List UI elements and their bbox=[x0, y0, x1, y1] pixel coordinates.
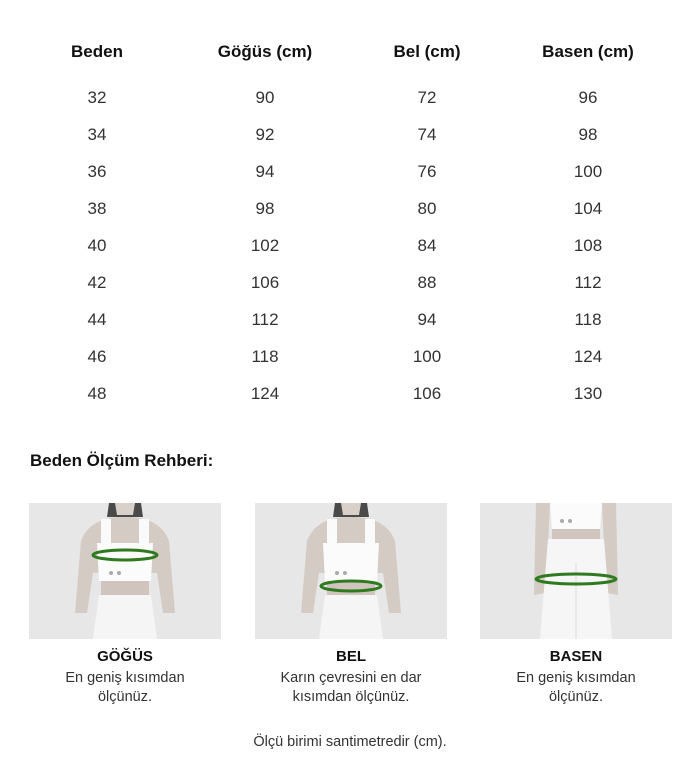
table-cell-size: 44 bbox=[87, 310, 107, 329]
table-cell-size: 46 bbox=[87, 347, 107, 366]
table-cell-waist: 76 bbox=[417, 162, 437, 181]
table-cell-chest: 98 bbox=[255, 199, 275, 218]
table-cell-waist: 106 bbox=[412, 384, 442, 403]
table-cell-chest: 106 bbox=[250, 273, 280, 292]
table-cell-chest: 90 bbox=[255, 88, 275, 107]
table-cell-size: 42 bbox=[87, 273, 107, 292]
table-cell-size: 38 bbox=[87, 199, 107, 218]
table-cell-waist: 74 bbox=[417, 125, 437, 144]
chest-guide-desc-line1: En geniş kısımdan bbox=[65, 670, 185, 686]
waist-guide-desc-line1: Karın çevresini en dar bbox=[280, 670, 422, 686]
table-cell-chest: 112 bbox=[251, 310, 279, 329]
table-cell-chest: 92 bbox=[255, 125, 275, 144]
table-cell-hips: 118 bbox=[574, 310, 602, 329]
chest-guide-desc-line2: ölçünüz. bbox=[97, 689, 152, 705]
table-cell-waist: 88 bbox=[417, 273, 437, 292]
table-cell-hips: 108 bbox=[573, 236, 603, 255]
table-cell-hips: 124 bbox=[573, 347, 603, 366]
table-cell-hips: 98 bbox=[578, 125, 598, 144]
waist-guide-desc-line2: kısımdan ölçünüz. bbox=[292, 689, 410, 705]
table-cell-chest: 102 bbox=[250, 236, 280, 255]
waist-guide-description bbox=[255, 669, 447, 707]
hips-guide-label: BASEN bbox=[549, 648, 603, 665]
table-cell-chest: 124 bbox=[250, 384, 280, 403]
table-cell-waist: 80 bbox=[417, 199, 437, 218]
hips-guide-desc-line1: En geniş kısımdan bbox=[516, 670, 636, 686]
table-cell-waist: 100 bbox=[412, 347, 442, 366]
table-cell-chest: 118 bbox=[251, 347, 279, 366]
hips-measure-photo bbox=[480, 503, 672, 639]
table-cell-hips: 100 bbox=[573, 162, 603, 181]
table-cell-size: 40 bbox=[87, 236, 107, 255]
table-cell-size: 34 bbox=[87, 125, 107, 144]
column-header-chest: Göğüs (cm) bbox=[217, 42, 313, 61]
column-header-waist: Bel (cm) bbox=[393, 42, 461, 61]
hips-guide-desc-line2: ölçünüz. bbox=[548, 689, 603, 705]
waist-guide-label: BEL bbox=[336, 648, 366, 665]
table-cell-size: 36 bbox=[87, 162, 107, 181]
table-cell-chest: 94 bbox=[255, 162, 275, 181]
chest-guide-label: GÖĞÜS bbox=[97, 648, 153, 665]
table-cell-hips: 130 bbox=[573, 384, 603, 403]
waist-measure-photo bbox=[255, 503, 447, 639]
table-cell-waist: 84 bbox=[417, 236, 437, 255]
table-cell-size: 32 bbox=[87, 88, 107, 107]
column-header-hips: Basen (cm) bbox=[542, 42, 634, 61]
hips-guide-description bbox=[480, 669, 672, 707]
column-header-size: Beden bbox=[71, 42, 123, 61]
chest-measure-photo bbox=[29, 503, 221, 639]
unit-footnote: Ölçü birimi santimetredir (cm). bbox=[253, 734, 447, 750]
table-cell-size: 48 bbox=[87, 384, 107, 403]
measurement-guide-title: Beden Ölçüm Rehberi: bbox=[30, 451, 214, 470]
chest-guide-description bbox=[29, 669, 221, 707]
table-cell-hips: 112 bbox=[574, 273, 602, 292]
table-cell-hips: 104 bbox=[573, 199, 603, 218]
table-cell-waist: 72 bbox=[417, 88, 437, 107]
table-cell-waist: 94 bbox=[417, 310, 437, 329]
table-cell-hips: 96 bbox=[578, 88, 598, 107]
